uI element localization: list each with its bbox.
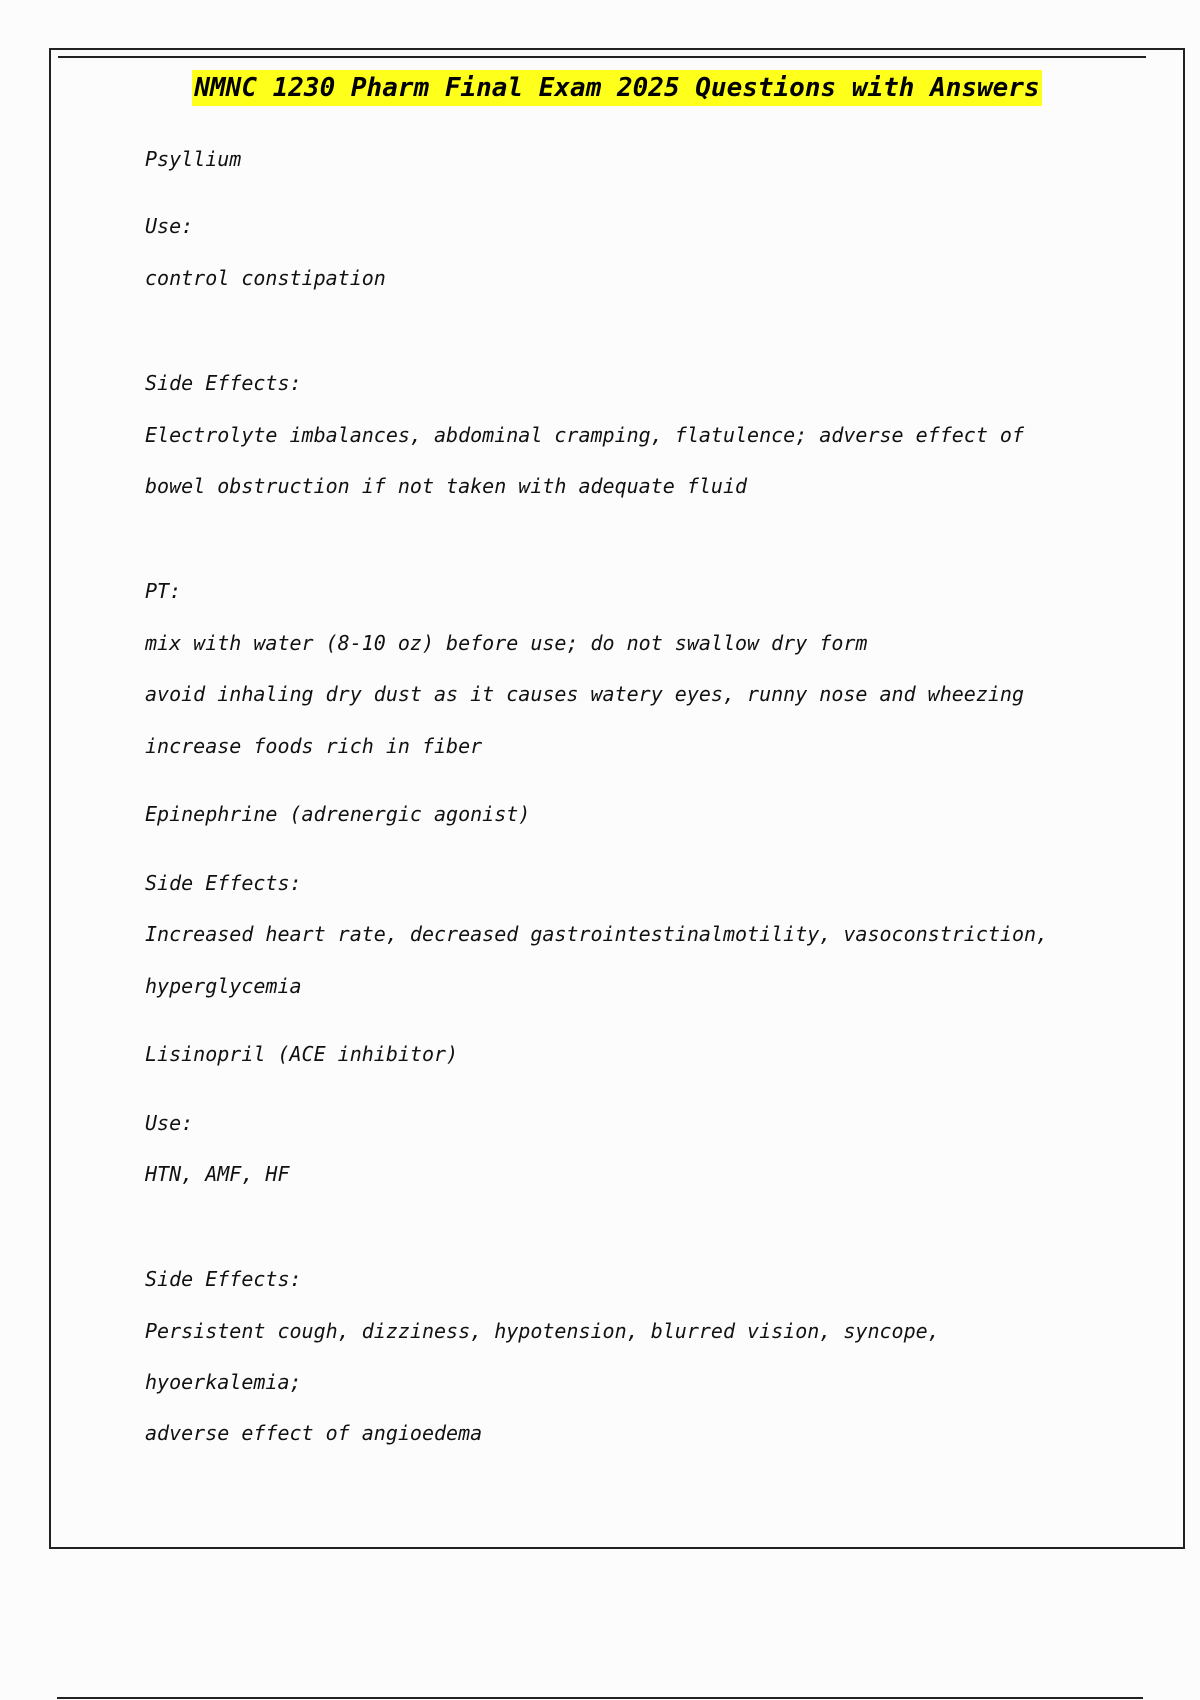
text-line: increase foods rich in fiber [145, 734, 483, 758]
bottom-rule [57, 1697, 1143, 1699]
text-line: Persistent cough, dizziness, hypotension, blurred vision, syncope, [145, 1319, 940, 1343]
text-line: Increased heart rate, decreased gastrointestinalmotility, vasoconstriction, [145, 922, 1049, 946]
section-label-use: Use: [145, 214, 194, 238]
text-line: hyoerkalemia; [145, 1370, 302, 1394]
text-line: HTN, AMF, HF [145, 1162, 290, 1186]
text-line: Electrolyte imbalances, abdominal cramping, flatulence; adverse effect of [145, 423, 1024, 447]
top-rule [58, 56, 1146, 58]
document-title: NMNC 1230 Pharm Final Exam 2025 Questions with Answers [192, 70, 1041, 106]
section-label-side-effects: Side Effects: [145, 1267, 302, 1291]
page-frame [49, 48, 1185, 1549]
section-label-side-effects: Side Effects: [145, 871, 302, 895]
section-label-use: Use: [145, 1111, 194, 1135]
drug-name-lisinopril: Lisinopril (ACE inhibitor) [145, 1042, 459, 1066]
text-line: control constipation [145, 266, 386, 290]
section-label-pt: PT: [145, 579, 182, 603]
text-line: bowel obstruction if not taken with adequate fluid [145, 474, 748, 498]
text-line: avoid inhaling dry dust as it causes watery eyes, runny nose and wheezing [145, 682, 1024, 706]
section-label-side-effects: Side Effects: [145, 371, 302, 395]
title-container [51, 73, 1183, 103]
drug-name-epinephrine: Epinephrine (adrenergic agonist) [145, 802, 531, 826]
text-line: adverse effect of angioedema [145, 1421, 483, 1445]
text-line: mix with water (8-10 oz) before use; do not swallow dry form [145, 631, 868, 655]
text-line: hyperglycemia [145, 974, 302, 998]
drug-name-psyllium: Psyllium [145, 147, 242, 171]
